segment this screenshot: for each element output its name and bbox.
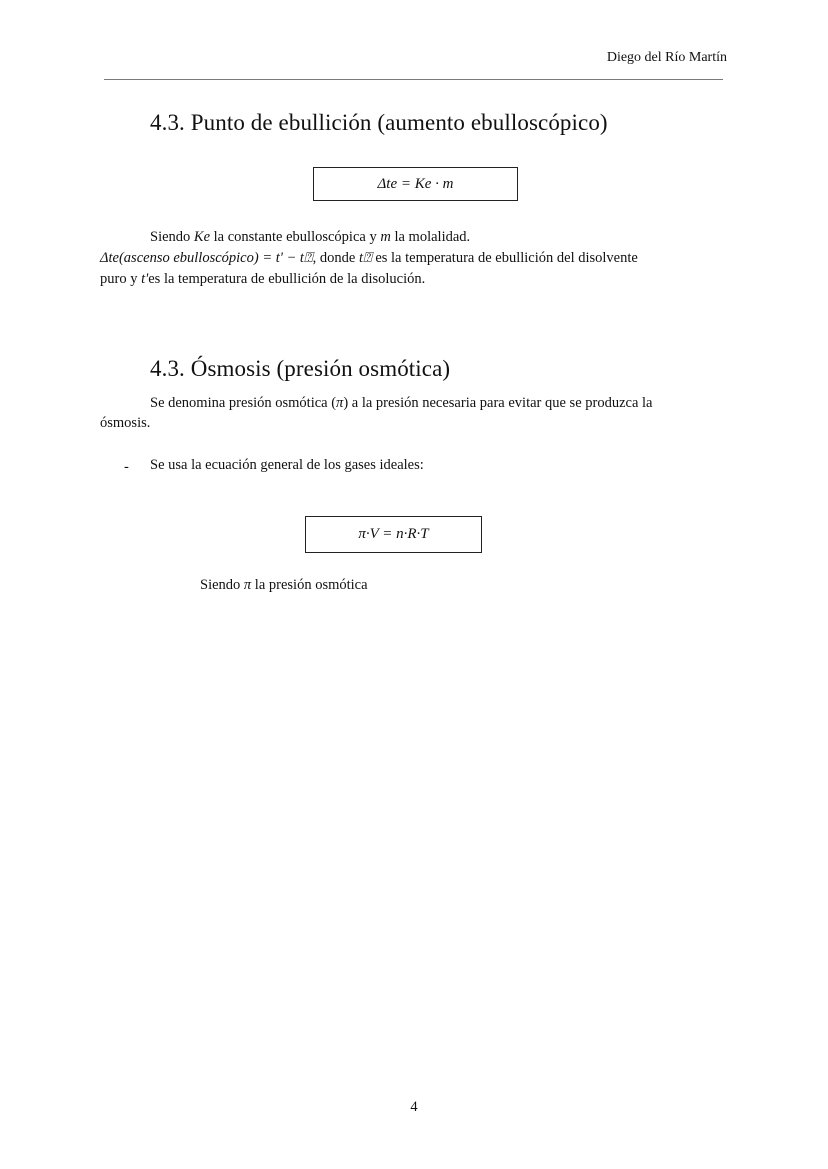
var-m: m xyxy=(380,229,391,245)
bullet-text: Se usa la ecuación general de los gases ideales: xyxy=(150,457,424,473)
boiling-equation: Δte = Ke · m xyxy=(377,175,454,192)
var-ke: Ke xyxy=(193,229,211,245)
boiling-paragraph-line-3 xyxy=(100,269,425,289)
osmosis-paragraph-line-1 xyxy=(150,393,652,413)
osmosis-note xyxy=(200,575,368,595)
text: la presión osmótica xyxy=(251,577,368,593)
ascenso-formula: Δte(ascenso ebulloscópico) = t' − t⍰ xyxy=(100,250,313,266)
var-pi: π xyxy=(336,395,344,411)
var-t0: t⍰ xyxy=(358,250,372,266)
boiling-paragraph-line-2 xyxy=(100,248,638,268)
bullet-dash: - xyxy=(124,459,129,475)
boiling-paragraph-line-1 xyxy=(150,227,470,247)
text: ) a la presión necesaria para evitar que se produzca la xyxy=(343,395,653,411)
text: , donde xyxy=(312,250,359,266)
var-tprime: t' xyxy=(141,271,149,287)
section-title-osmosis: 4.3. Ósmosis (presión osmótica) xyxy=(150,356,451,381)
text: puro y xyxy=(100,271,142,287)
text: Se denomina presión osmótica ( xyxy=(150,395,337,411)
text: Siendo xyxy=(150,229,194,245)
header-divider xyxy=(104,79,723,80)
section-title-boiling-point: 4.3. Punto de ebullición (aumento ebulloscópico) xyxy=(150,110,608,135)
text: es la temperatura de ebullición del disolvente xyxy=(371,250,638,266)
osmosis-equation-box xyxy=(305,516,482,553)
text: la molalidad. xyxy=(390,229,471,245)
page-number: 4 xyxy=(410,1099,418,1115)
osmosis-equation: π·V = n·R·T xyxy=(358,526,429,542)
text: es la temperatura de ebullición de la disolución. xyxy=(148,271,426,287)
text: la constante ebulloscópica y xyxy=(210,229,381,245)
boiling-equation-box xyxy=(313,167,518,201)
osmosis-paragraph-line-2: ósmosis. xyxy=(100,415,151,431)
text: Siendo xyxy=(200,577,244,593)
header-author: Diego del Río Martín xyxy=(606,50,727,65)
var-pi: π xyxy=(243,577,252,593)
